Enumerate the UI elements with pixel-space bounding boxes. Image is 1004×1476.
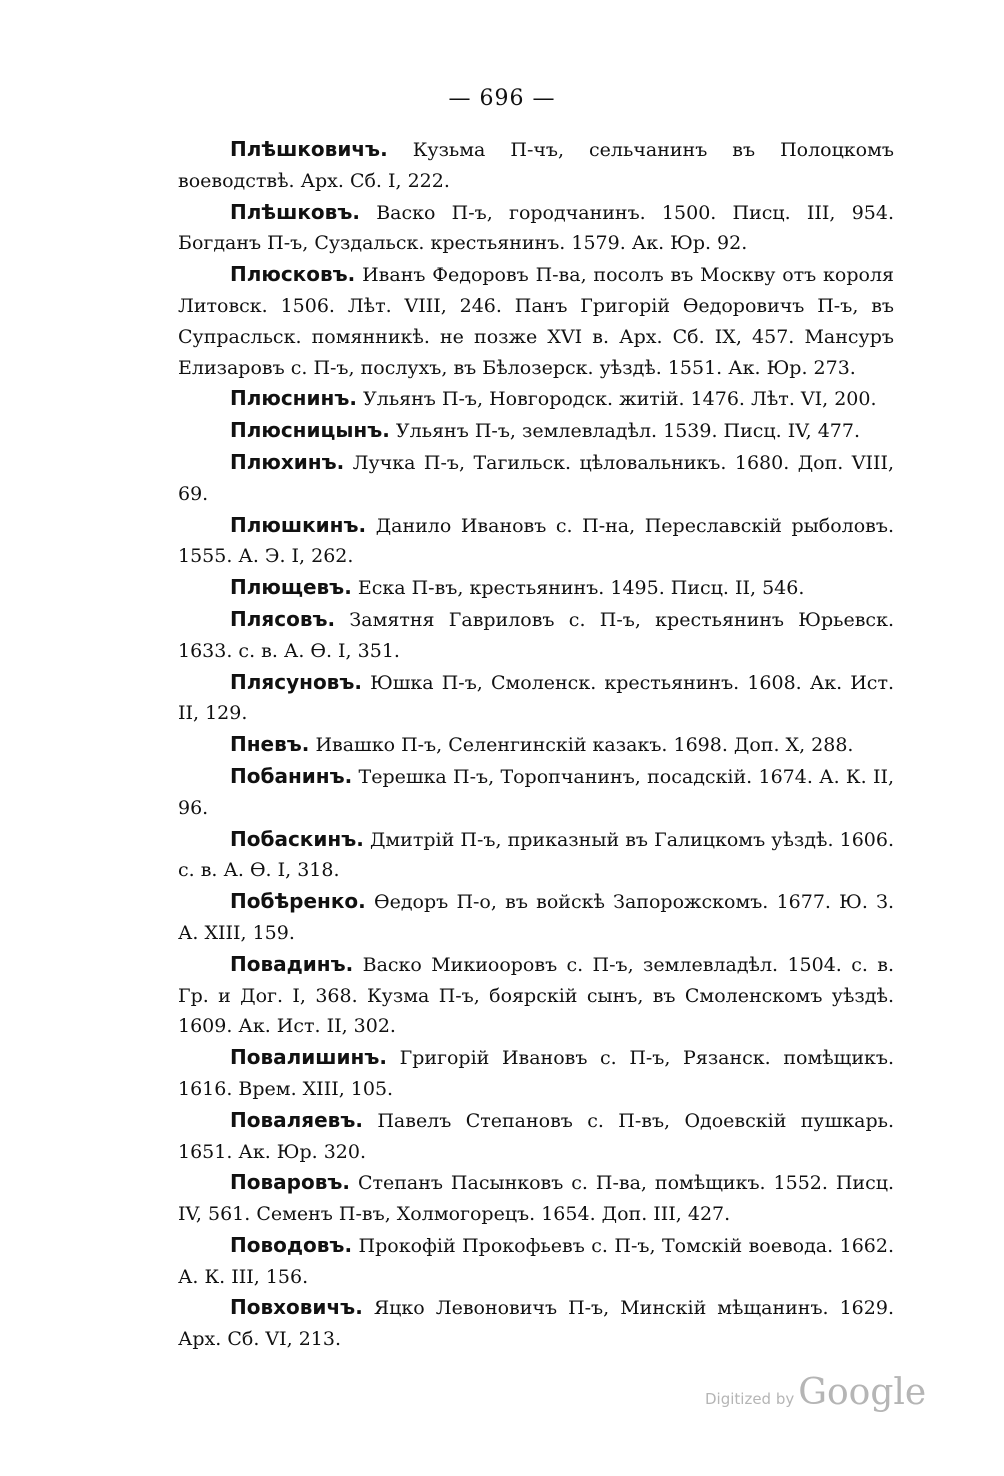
- entry-surname: Побаскинъ.: [230, 826, 364, 851]
- entry-text: Лучка П-ъ, Тагильск. цѣловальникъ. 1680. Доп. VIII, 69.: [178, 451, 895, 505]
- entry-surname: Плюснинъ.: [230, 386, 357, 411]
- entry: [178, 572, 894, 604]
- entry: [178, 824, 894, 887]
- entry-surname: Повалишинъ.: [230, 1045, 387, 1070]
- entry-surname: Побанинъ.: [230, 763, 353, 788]
- entry-surname: Повховичъ.: [230, 1295, 363, 1320]
- entry-surname: Поводовъ.: [230, 1232, 353, 1257]
- entry-text: Павелъ Степановъ с. П-въ, Одоевскій пушкарь. 1651. Ак. Юр. 320.: [178, 1109, 894, 1163]
- entry: [178, 1105, 894, 1168]
- entry-text: Прокофій Прокофьевъ с. П-ъ, Томскій воевода. 1662. А. К. III, 156.: [178, 1234, 895, 1288]
- entry: [178, 415, 894, 447]
- entry: [178, 134, 894, 197]
- entry-surname: Плѣшковъ.: [230, 199, 360, 224]
- entry-text: Григорій Ивановъ с. П-ъ, Рязанск. помѣщикъ. 1616. Врем. XIII, 105.: [178, 1047, 895, 1100]
- entry-text: Васко П-ъ, городчанинъ. 1500. Писц. III, 954. Богданъ П-ъ, Суздальск. крестьянинъ. 1579. Ак. Юр. 92.: [178, 201, 894, 255]
- entry: [178, 1230, 894, 1293]
- entry-text: Иванъ Федоровъ П-ва, посолъ въ Москву отъ короля Литовск. 1506. Лѣт. VIII, 246. Панъ Григорій Ѳедоровичъ П-ъ, въ Супрасльск. помянникѣ. не позже XVI в. Арх. Сб. IX, 457. Мансуръ Елизаровъ с. П-ъ, послухъ, въ Бѣлозерск. уѣздѣ. 1551. Ак. Юр. 273.: [178, 264, 894, 379]
- entry-surname: Плѣшковичъ.: [230, 137, 388, 161]
- entry-surname: Плюсковъ.: [230, 262, 356, 287]
- entry: [178, 604, 894, 667]
- entry: [178, 447, 894, 510]
- entry-surname: Побѣренко.: [230, 889, 366, 914]
- entry: [178, 949, 894, 1042]
- entry: [178, 1167, 894, 1230]
- entry-surname: Поваляевъ.: [230, 1107, 363, 1132]
- entry-surname: Плясуновъ.: [230, 669, 362, 694]
- digitized-watermark: [705, 1372, 926, 1413]
- entry-text: Степанъ Пасынковъ с. П-ва, помѣщикъ. 1552. Писц. IV, 561. Семенъ П-въ, Холмогорецъ. 1654. Доп. III, 427.: [178, 1172, 894, 1226]
- entry-text: Ульянъ П-ъ, землевладѣл. 1539. Писц. IV, 477.: [395, 420, 860, 443]
- entry: [178, 383, 894, 415]
- entry: [178, 197, 894, 260]
- entry-surname: Плюхинъ.: [230, 449, 345, 474]
- entry-text: Замятня Гавриловъ с. П-ъ, крестьянинъ Юрьевск. 1633. с. в. А. Ѳ. I, 351.: [178, 608, 894, 662]
- entry-surname: Пневъ.: [230, 732, 310, 757]
- entry: [178, 729, 894, 761]
- entry: [178, 510, 894, 573]
- entry-surname: Плюшкинъ.: [230, 512, 367, 537]
- entry-surname: Плющевъ.: [230, 575, 352, 600]
- watermark-prefix: Digitized by: [705, 1390, 795, 1408]
- entry-text: Кузьма П-чъ, сельчанинъ въ Полоцкомъ воеводствѣ. Арх. Сб. I, 222.: [178, 139, 894, 192]
- entry-surname: Плясовъ.: [230, 606, 336, 631]
- page-number: — 696 —: [448, 86, 556, 111]
- entry: [178, 761, 894, 824]
- entry-surname: Повадинъ.: [230, 951, 354, 976]
- entry-list: [178, 134, 894, 1355]
- entry-text: Ѳедоръ П-о, въ войскѣ Запорожскомъ. 1677. Ю. З. А. XIII, 159.: [178, 891, 894, 944]
- entry-text: Ивашко П-ъ, Селенгинскій казакъ. 1698. Доп. X, 288.: [315, 734, 854, 757]
- entry-text: Данило Ивановъ с. П-на, Переславскій рыболовъ. 1555. А. Э. I, 262.: [178, 514, 895, 568]
- entry: [178, 667, 894, 730]
- entry: [178, 1042, 894, 1105]
- entry-text: Васко Микиооровъ с. П-ъ, землевладѣл. 1504. с. в. Гр. и Дог. I, 368. Кузма П-ъ, боярскій сынъ, въ Смоленскомъ уѣздѣ. 1609. Ак. Ист. II, 302.: [178, 953, 894, 1038]
- entry-text: Дмитрій П-ъ, приказный въ Галицкомъ уѣздѣ. 1606. с. в. А. Ѳ. I, 318.: [178, 828, 894, 882]
- entry-text: Юшка П-ъ, Смоленск. крестьянинъ. 1608. Ак. Ист. II, 129.: [178, 671, 894, 725]
- entry-surname: Плюсницынъ.: [230, 418, 390, 443]
- entry: [178, 259, 894, 383]
- entry-text: Еска П-въ, крестьянинъ. 1495. Писц. II, 546.: [357, 577, 805, 600]
- entry-surname: Поваровъ.: [230, 1170, 350, 1195]
- entry: [178, 1292, 894, 1355]
- entry-text: Терешка П-ъ, Торопчанинъ, посадскій. 1674. А. К. II, 96.: [178, 765, 895, 819]
- entry: [178, 886, 894, 949]
- entry-text: Яцко Левоновичъ П-ъ, Минскій мѣщанинъ. 1629. Арх. Сб. VI, 213.: [178, 1297, 894, 1351]
- entry-text: Ульянъ П-ъ, Новгородск. житій. 1476. Лѣт. VI, 200.: [363, 388, 877, 411]
- watermark-brand: Google: [798, 1372, 927, 1413]
